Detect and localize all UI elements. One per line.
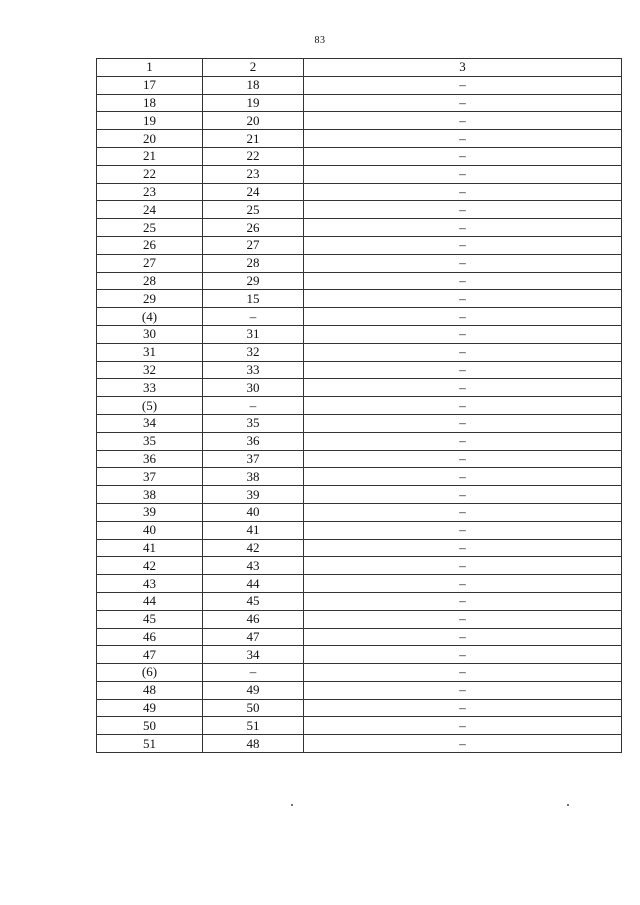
table-cell-col3: – [304,397,622,415]
table-cell-col1: 44 [97,592,203,610]
table-cell-col2: 39 [203,486,304,504]
table-cell-col3: – [304,272,622,290]
table-cell-col1: 40 [97,521,203,539]
table-row [97,94,622,112]
table-cell-col1: 42 [97,557,203,575]
table-cell-col2: – [203,397,304,415]
table-cell-col3: – [304,379,622,397]
table-cell-col3: – [304,664,622,682]
table-cell-col3: – [304,735,622,753]
column-header-3: 3 [304,59,622,77]
table-cell-col2: 50 [203,699,304,717]
table-cell-col1: 36 [97,450,203,468]
table-cell-col2: 22 [203,147,304,165]
table-cell-col3: – [304,592,622,610]
table-cell-col3: – [304,503,622,521]
table-cell-col1: 47 [97,646,203,664]
table-cell-col3: – [304,76,622,94]
table-cell-col3: – [304,325,622,343]
table-cell-col3: – [304,147,622,165]
table-cell-col3: – [304,699,622,717]
table-cell-col2: 27 [203,236,304,254]
table-cell-col1: 34 [97,414,203,432]
table-cell-col1: 26 [97,236,203,254]
table-row [97,112,622,130]
table-cell-col1: 19 [97,112,203,130]
table-row [97,308,622,326]
table-row [97,361,622,379]
table-cell-col1: 38 [97,486,203,504]
table-cell-col3: – [304,681,622,699]
table-row [97,290,622,308]
column-header-2: 2 [203,59,304,77]
table-cell-col2: 45 [203,592,304,610]
table-cell-col1: 17 [97,76,203,94]
table-row [97,183,622,201]
table-cell-col1: 35 [97,432,203,450]
table-cell-col2: 49 [203,681,304,699]
table-cell-col3: – [304,219,622,237]
table-row [97,664,622,682]
table-cell-col2: 21 [203,130,304,148]
table-row [97,503,622,521]
table-cell-col1: 25 [97,219,203,237]
table-cell-col1: 37 [97,468,203,486]
table-cell-col3: – [304,236,622,254]
table-row [97,165,622,183]
table-cell-col3: – [304,539,622,557]
table-cell-col3: – [304,183,622,201]
table-cell-col3: – [304,414,622,432]
table-cell-col3: – [304,468,622,486]
table-cell-col2: 35 [203,414,304,432]
table-cell-col3: – [304,450,622,468]
table-row [97,397,622,415]
table-cell-col1: 32 [97,361,203,379]
table-row [97,539,622,557]
table-cell-col2: 19 [203,94,304,112]
table-row [97,557,622,575]
table-cell-col1: 21 [97,147,203,165]
table-cell-col1: 29 [97,290,203,308]
table-cell-col2: 34 [203,646,304,664]
table-row [97,130,622,148]
table-cell-col3: – [304,575,622,593]
table-row [97,699,622,717]
table-cell-col2: – [203,664,304,682]
table-row [97,219,622,237]
table-cell-col2: 26 [203,219,304,237]
table-cell-col1: 51 [97,735,203,753]
table-cell-col2: 15 [203,290,304,308]
table-cell-col2: 24 [203,183,304,201]
table-cell-col3: – [304,290,622,308]
table-cell-col2: – [203,308,304,326]
table-cell-col3: – [304,486,622,504]
table-row [97,468,622,486]
table-cell-col3: – [304,165,622,183]
table-cell-col2: 48 [203,735,304,753]
table-cell-col1: 43 [97,575,203,593]
table-cell-col3: – [304,361,622,379]
table-row [97,592,622,610]
table-cell-col2: 23 [203,165,304,183]
table-row [97,343,622,361]
table-cell-col3: – [304,201,622,219]
table-header [97,59,622,77]
table-cell-col2: 32 [203,343,304,361]
table-cell-col3: – [304,112,622,130]
table-cell-col3: – [304,610,622,628]
table-cell-col1: 23 [97,183,203,201]
table-cell-col2: 47 [203,628,304,646]
table-body [97,76,622,752]
table-cell-col1: 39 [97,503,203,521]
table-cell-col3: – [304,94,622,112]
table-row [97,717,622,735]
table-cell-col2: 31 [203,325,304,343]
table-cell-col2: 51 [203,717,304,735]
table-cell-col2: 44 [203,575,304,593]
table-cell-col2: 33 [203,361,304,379]
table-cell-col2: 30 [203,379,304,397]
table-cell-col1: 50 [97,717,203,735]
table-cell-col1: 31 [97,343,203,361]
table-cell-col3: – [304,130,622,148]
table-cell-col3: – [304,646,622,664]
table-cell-col2: 36 [203,432,304,450]
table-cell-col2: 46 [203,610,304,628]
table-cell-col3: – [304,717,622,735]
table-cell-col2: 38 [203,468,304,486]
table-cell-col3: – [304,308,622,326]
table-cell-col1: 27 [97,254,203,272]
table-cell-col1: 48 [97,681,203,699]
table-cell-col3: – [304,557,622,575]
table-cell-col1: (5) [97,397,203,415]
table-row [97,521,622,539]
table-cell-col2: 29 [203,272,304,290]
table-cell-col1: (4) [97,308,203,326]
table-row [97,628,622,646]
table-cell-col3: – [304,254,622,272]
table-cell-col2: 20 [203,112,304,130]
table-row [97,432,622,450]
table-cell-col1: 45 [97,610,203,628]
table-cell-col1: 22 [97,165,203,183]
scan-speck [291,804,293,806]
table-cell-col1: 24 [97,201,203,219]
table-cell-col1: 33 [97,379,203,397]
table-cell-col3: – [304,628,622,646]
table-cell-col2: 37 [203,450,304,468]
table-cell-col2: 18 [203,76,304,94]
table-cell-col3: – [304,521,622,539]
table-header-row [97,59,622,77]
table-cell-col2: 42 [203,539,304,557]
table-row [97,325,622,343]
table-row [97,272,622,290]
table-row [97,610,622,628]
table-cell-col1: (6) [97,664,203,682]
table-row [97,735,622,753]
table-cell-col1: 18 [97,94,203,112]
table-cell-col1: 20 [97,130,203,148]
table-cell-col2: 40 [203,503,304,521]
table-cell-col3: – [304,432,622,450]
table-row [97,76,622,94]
table-cell-col2: 43 [203,557,304,575]
table-cell-col2: 41 [203,521,304,539]
page-number: 83 [314,35,326,46]
table-cell-col1: 28 [97,272,203,290]
table-cell-col1: 49 [97,699,203,717]
data-table [96,58,622,753]
table-row [97,379,622,397]
table-row [97,450,622,468]
table-row [97,575,622,593]
scan-speck [567,804,569,806]
table-cell-col1: 41 [97,539,203,557]
table-row [97,254,622,272]
table-row [97,201,622,219]
table-row [97,414,622,432]
table-row [97,236,622,254]
table-cell-col1: 30 [97,325,203,343]
table-row [97,486,622,504]
table-cell-col3: – [304,343,622,361]
table-row [97,681,622,699]
table-cell-col2: 28 [203,254,304,272]
table-row [97,646,622,664]
table-row [97,147,622,165]
table-cell-col2: 25 [203,201,304,219]
table-cell-col1: 46 [97,628,203,646]
column-header-1: 1 [97,59,203,77]
